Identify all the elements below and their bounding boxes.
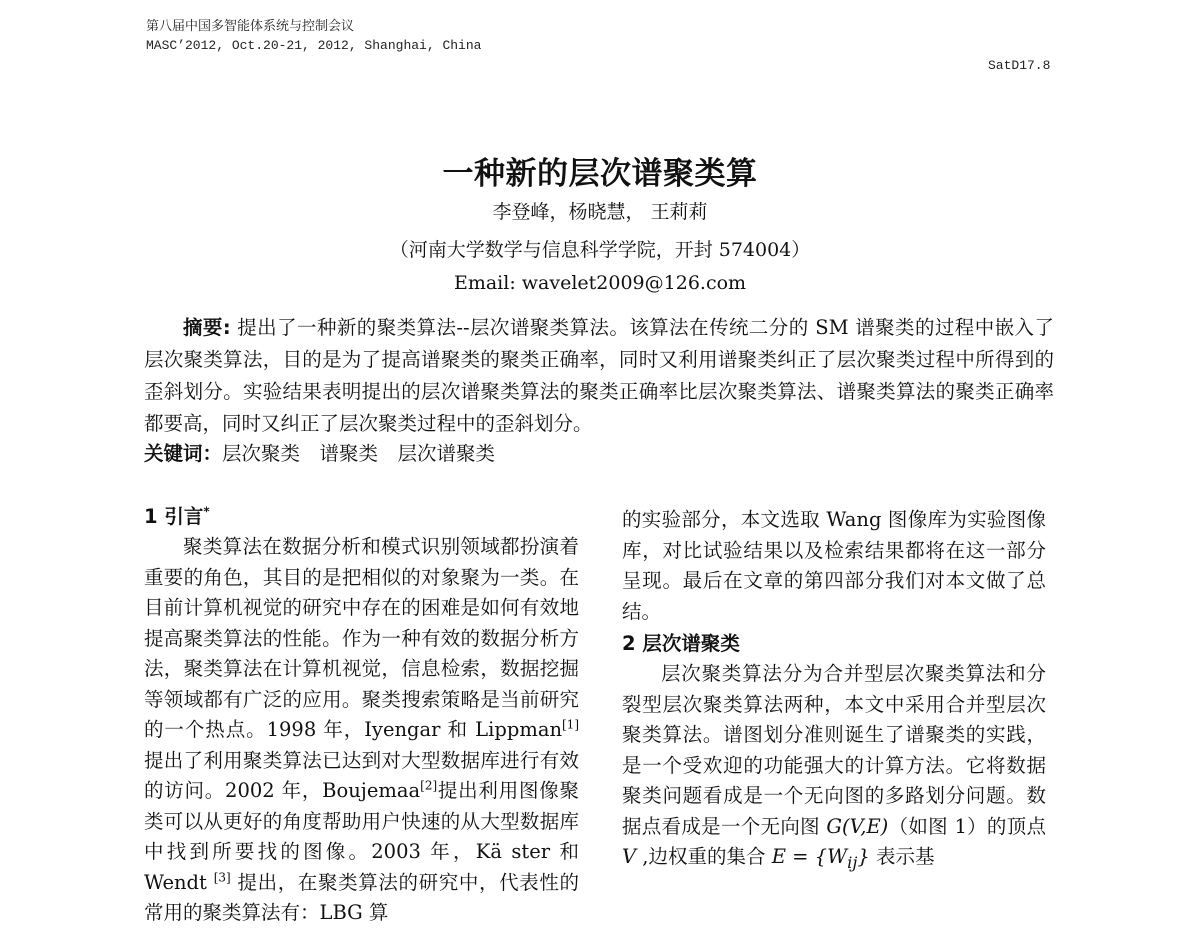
section2-text-3: ,边权重的集合 <box>636 845 772 868</box>
paper-title: 一种新的层次谱聚类算 <box>442 156 758 192</box>
section-heading-introduction <box>144 502 579 532</box>
section-heading-hierarchical-spectral: 2 层次谱聚类 <box>622 632 740 655</box>
math-edge-set <box>771 845 870 872</box>
conference-name-en: MASC’2012, Oct.20-21, 2012, Shanghai, China <box>146 38 482 53</box>
keywords-label: 关键词： <box>144 442 223 465</box>
section2-text-4: 表示基 <box>869 845 935 868</box>
keywords <box>144 438 1054 470</box>
authors: 李登峰，杨晓慧， 王莉莉 <box>492 201 708 223</box>
math-edge-set-close: } <box>857 845 870 868</box>
experiment-overview-paragraph: 的实验部分，本文选取 Wang 图像库为实验图像库，对比试验结果以及检索结果都将在这一部分呈现。最后在文章的第四部分我们对本文做了总结。 <box>622 508 1046 623</box>
conference-name-cn: 第八届中国多智能体系统与控制会议 <box>146 19 355 34</box>
section2-text-1: 层次聚类算法分为合并型层次聚类算法和分裂型层次聚类算法两种，本文中采用合并型层次聚类算法。谱图划分准则诞生了谱聚类的实践，是一个受欢迎的功能强大的计算方法。它将数据聚类问题看成是一个无向图的多路划分问题。数据点看成是一个无向图 <box>622 662 1046 838</box>
intro-text-3: 提出利用图像聚类可以从更好的角度帮助用户快速的从大型数据库中找到所要找的图像。2003 年，Kä ster 和 Wendt <box>144 779 579 894</box>
math-vertex-v: V <box>622 845 637 868</box>
math-graph-g: G(V,E) <box>826 814 889 838</box>
citation-1[interactable]: [1] <box>562 717 579 732</box>
intro-text-2: 提出了利用聚类算法已达到对大型数据库进行有效的访问。2002 年，Boujemaa <box>144 748 579 802</box>
abstract <box>144 312 1054 440</box>
citation-3[interactable]: [3] <box>213 870 231 884</box>
right-column <box>622 505 1046 878</box>
keywords-list: 层次聚类 谱聚类 层次谱聚类 <box>222 442 496 465</box>
intro-text-4: 提出，在聚类算法的研究中，代表性的常用的聚类算法有：LBG 算 <box>144 870 579 924</box>
abstract-label: 摘要: <box>183 316 231 339</box>
paper-id: SatD17.8 <box>988 58 1051 73</box>
intro-text-1: 聚类算法在数据分析和模式识别领域都扮演着重要的角色，其目的是把相似的对象聚为一类。在目前计算机视觉的研究中存在的困难是如何有效地提高聚类算法的性能。作为一种有效的数据分析方法，聚类算法在计算机视觉，信息检索，数据挖掘等领域都有广泛的应用。聚类搜索策略是当前研究的一个热点。1998 年，Iyengar 和 Lippman <box>144 535 579 741</box>
math-edge-set-body: E = {W <box>771 845 848 868</box>
footnote-mark: * <box>203 504 210 519</box>
left-column <box>144 502 579 929</box>
section2-text-2: （如图 1）的顶点 <box>888 814 1047 838</box>
introduction-paragraph <box>144 532 579 929</box>
abstract-text: 提出了一种新的聚类算法--层次谱聚类算法。该算法在传统二分的 SM 谱聚类的过程中嵌入了层次聚类算法，目的是为了提高谱聚类的聚类正确率，同时又利用谱聚类纠正了层次聚类过程中所得到的歪斜划分。实验结果表明提出的层次谱聚类算法的聚类正确率比层次聚类算法、谱聚类算法的聚类正确率都要高，同时又纠正了层次聚类过程中的歪斜划分。 <box>144 316 1054 435</box>
citation-2[interactable]: [2] <box>420 778 438 793</box>
email: Email: wavelet2009@126.com <box>453 272 747 294</box>
hierarchical-spectral-paragraph <box>622 659 1046 878</box>
math-subscript-ij: ij <box>847 852 858 872</box>
affiliation: （河南大学数学与信息科学学院，开封 574004） <box>389 239 811 261</box>
section-heading-text: 1 引言 <box>144 505 204 528</box>
